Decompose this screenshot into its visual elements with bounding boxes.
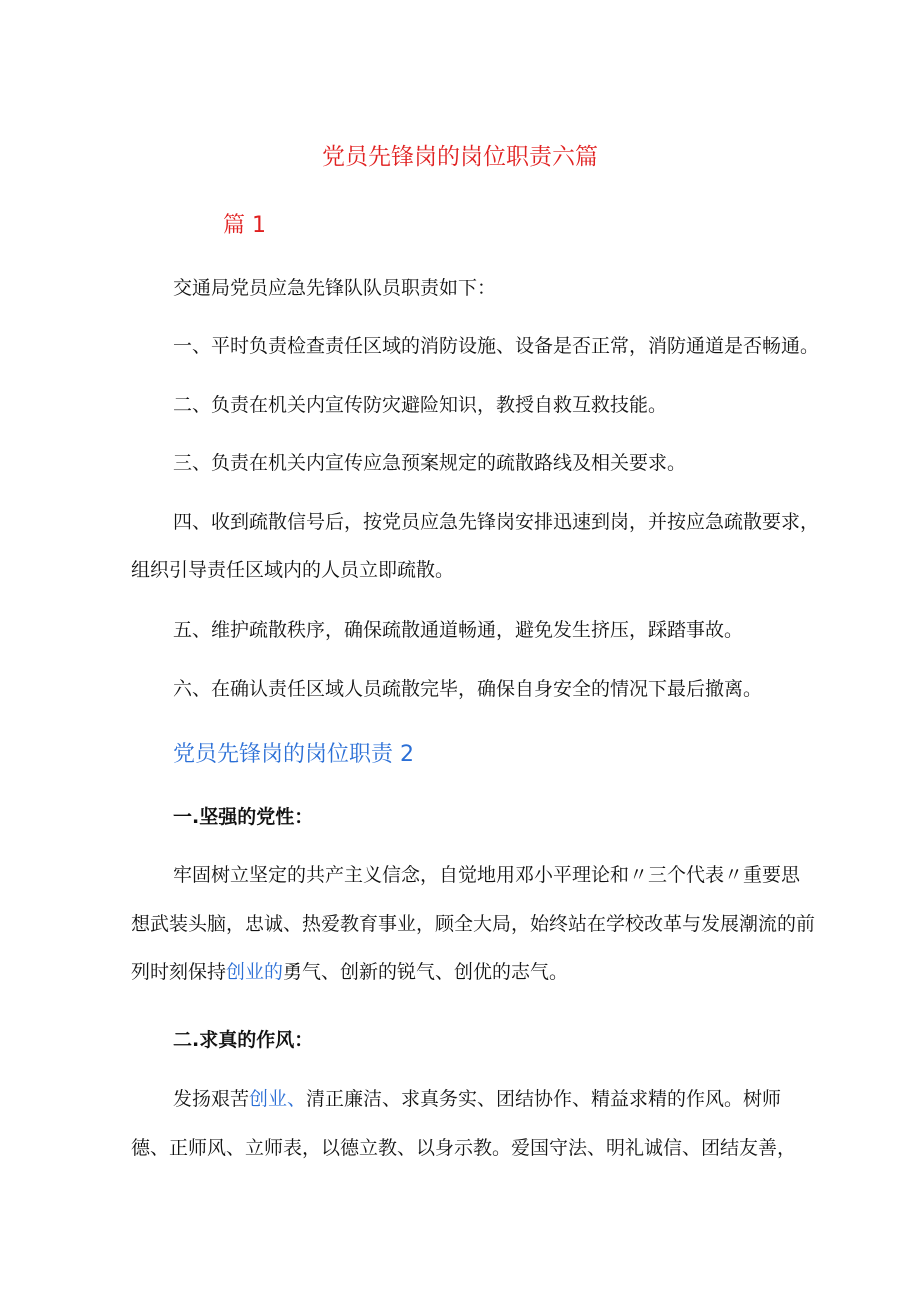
subsection-2-heading: 二.求真的作风：	[173, 1029, 314, 1051]
chuangye-link-2[interactable]: 创业、	[249, 1088, 307, 1110]
document-title: 党员先锋岗的岗位职责六篇	[322, 144, 598, 170]
chuangye-link[interactable]: 创业的	[226, 961, 284, 983]
duty-item-4: 四、收到疏散信号后，按党员应急先锋岗安排迅速到岗，并按应急疏散要求，	[173, 511, 820, 533]
duty-item-4-continued: 组织引导责任区域内的人员立即疏散。	[131, 559, 455, 581]
line-1-text-before: 发扬艰苦	[173, 1088, 250, 1110]
section-1-heading: 篇 1	[223, 213, 266, 238]
subsection-2-line-1	[173, 1085, 781, 1113]
duty-item-5: 五、维护疏散秩序，确保疏散通道畅通，避免发生挤压，踩踏事故。	[173, 619, 744, 641]
subsection-2-line-2: 德、正师风、立师表，以德立教、以身示教。爱国守法、明礼诚信、团结友善，	[131, 1137, 797, 1159]
duty-item-1: 一、平时负责检查责任区域的消防设施、设备是否正常，消防通道是否畅通。	[173, 335, 820, 357]
section-1-intro: 交通局党员应急先锋队队员职责如下：	[173, 277, 497, 299]
line-3-text-after: 勇气、创新的锐气、创优的志气。	[283, 961, 569, 983]
duty-item-2: 二、负责在机关内宣传防灾避险知识，教授自救互救技能。	[173, 394, 668, 416]
duty-item-6: 六、在确认责任区域人员疏散完毕，确保自身安全的情况下最后撤离。	[173, 678, 763, 700]
subsection-1-heading: 一.坚强的党性：	[173, 806, 314, 828]
subsection-1-line-1: 牢固树立坚定的共产主义信念，自觉地用邓小平理论和〃三个代表〃重要思	[173, 864, 801, 886]
subsection-1-line-2: 想武装头脑，忠诚、热爱教育事业，顾全大局，始终站在学校改革与发展潮流的前	[131, 913, 816, 935]
duty-item-3: 三、负责在机关内宣传应急预案规定的疏散路线及相关要求。	[173, 452, 687, 474]
line-1-text-after: 清正廉洁、求真务实、团结协作、精益求精的作风。树师	[306, 1088, 782, 1110]
section-2-heading: 党员先锋岗的岗位职责 2	[173, 742, 414, 767]
line-3-text-before: 列时刻保持	[131, 961, 227, 983]
subsection-1-line-3	[131, 958, 568, 986]
